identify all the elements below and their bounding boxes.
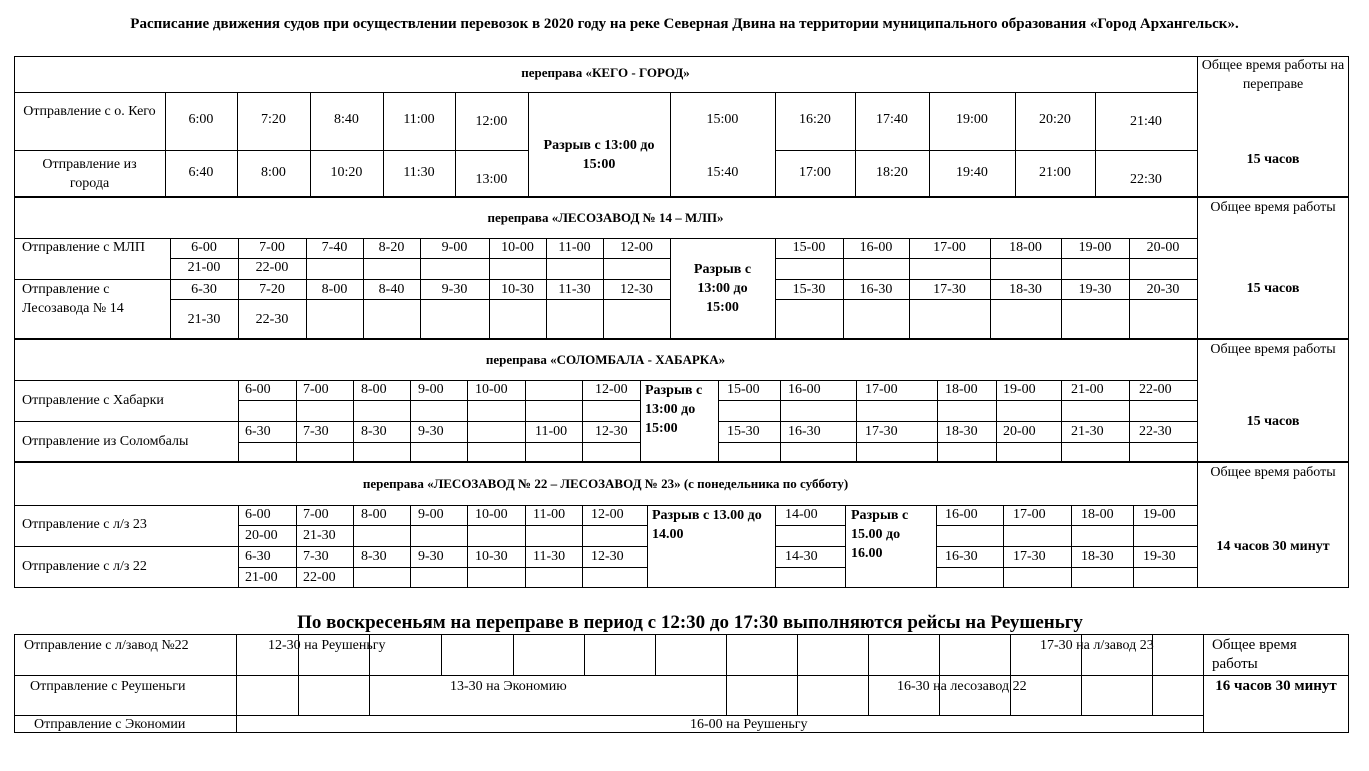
- time-cell: 15-30: [727, 424, 760, 439]
- grid-line: [353, 505, 354, 588]
- time-cell: 8:40: [334, 112, 359, 127]
- grid-line: [238, 442, 640, 443]
- grid-line: [353, 380, 354, 462]
- row-label: Отправление с л/з 22: [22, 559, 147, 574]
- time-cell: 21-30: [1071, 424, 1104, 439]
- time-cell: 8-00: [361, 507, 387, 522]
- grid-line: [467, 380, 468, 462]
- grid-line: [775, 525, 845, 526]
- grid-line: [939, 634, 940, 715]
- total-time-value: 15 часов: [1246, 152, 1300, 167]
- time-cell: 10-00: [501, 240, 534, 255]
- time-cell: 18-30: [1081, 549, 1114, 564]
- grid-line: [238, 400, 640, 401]
- time-cell: 22:30: [1130, 172, 1162, 187]
- grid-line: [1010, 634, 1011, 715]
- grid-line: [582, 380, 583, 462]
- break-label: Разрыв с 13:00 до 15:00: [693, 262, 752, 315]
- grid-line: [996, 380, 997, 462]
- grid-line: [410, 380, 411, 462]
- time-cell: 19-30: [1143, 549, 1176, 564]
- time-cell: 12-00: [620, 240, 653, 255]
- row-label: Отправление с л/з 23: [22, 517, 147, 532]
- grid-line: [525, 380, 526, 462]
- total-time-label: Общее время работы: [1212, 637, 1297, 672]
- time-cell: 9-30: [418, 549, 444, 564]
- time-cell: 6-00: [191, 240, 217, 255]
- grid-line: [726, 634, 727, 715]
- time-cell: 21-30: [303, 528, 336, 543]
- break-label: Разрыв с 13.00 до 14.00: [652, 508, 762, 542]
- time-cell: 17-30: [865, 424, 898, 439]
- total-time-value: 15 часов: [1246, 281, 1300, 296]
- row-label: Отправление из города: [42, 157, 137, 191]
- time-cell: 15-00: [792, 240, 826, 255]
- grid-line: [1133, 505, 1134, 588]
- time-cell: 7-00: [259, 240, 285, 255]
- time-cell: 19:00: [956, 112, 988, 127]
- total-time-label: Общее время работы: [1210, 465, 1336, 480]
- grid-line: [718, 380, 719, 462]
- time-cell: 21-00: [187, 260, 221, 275]
- time-cell: 9-30: [418, 424, 444, 439]
- trip-cell: 16-00 на Реушеньгу: [690, 717, 808, 732]
- time-cell: 20:20: [1039, 112, 1071, 127]
- trip-cell: 13-30 на Экономию: [450, 679, 567, 694]
- time-cell: 11-00: [558, 240, 591, 255]
- time-cell: 9-00: [418, 382, 444, 397]
- time-cell: 10-00: [475, 507, 508, 522]
- grid-line: [584, 634, 585, 675]
- time-cell: 11-30: [558, 282, 591, 297]
- grid-line: [775, 258, 1197, 259]
- time-cell: 7-00: [303, 507, 329, 522]
- time-cell: 11-30: [533, 549, 566, 564]
- crossing-title: переправа «ЛЕСОЗАВОД № 14 – МЛП»: [487, 210, 724, 225]
- time-cell: 21:40: [1130, 114, 1162, 129]
- time-cell: 12-30: [591, 549, 624, 564]
- grid-line: [582, 505, 583, 588]
- grid-line: [238, 380, 239, 462]
- grid-line: [655, 634, 656, 675]
- grid-line: [296, 505, 297, 588]
- time-cell: 6-30: [191, 282, 217, 297]
- time-cell: 16-00: [945, 507, 978, 522]
- time-cell: 14-00: [785, 507, 818, 522]
- time-cell: 8:00: [261, 165, 286, 180]
- time-cell: 20-00: [245, 528, 278, 543]
- time-cell: 12-30: [595, 424, 628, 439]
- time-cell: 21-30: [187, 312, 221, 327]
- time-cell: 7-00: [303, 382, 329, 397]
- time-cell: 12-00: [591, 507, 624, 522]
- grid-line: [845, 505, 846, 588]
- row-label: Отправление с о. Кего: [23, 104, 156, 119]
- time-cell: 16-30: [859, 282, 893, 297]
- total-time-value: 16 часов 30 минут: [1215, 678, 1337, 694]
- time-cell: 6-00: [245, 382, 271, 397]
- time-cell: 19-00: [1078, 240, 1112, 255]
- time-cell: 8-00: [361, 382, 387, 397]
- time-cell: 6-00: [245, 507, 271, 522]
- grid-line: [1071, 505, 1072, 588]
- time-cell: 6-30: [245, 424, 271, 439]
- grid-line: [513, 634, 514, 675]
- grid-line: [1003, 505, 1004, 588]
- time-cell: 10-30: [475, 549, 508, 564]
- grid-line: [856, 380, 857, 462]
- time-cell: 9-00: [418, 507, 444, 522]
- grid-line: [238, 567, 647, 568]
- time-cell: 15:40: [706, 165, 739, 180]
- trip-cell: 12-30 на Реушеньгу: [268, 638, 386, 653]
- time-cell: 15:00: [706, 112, 739, 127]
- row-label: Отправление с Лесозавода № 14: [22, 282, 124, 316]
- grid-line: [1129, 380, 1130, 462]
- grid-line: [1061, 380, 1062, 462]
- break-label: Разрыв с 13:00 до 15:00: [543, 138, 655, 172]
- time-cell: 17:00: [799, 165, 831, 180]
- time-cell: 18-00: [1009, 240, 1042, 255]
- time-cell: 11-00: [533, 507, 566, 522]
- time-cell: 6:00: [188, 112, 214, 127]
- time-cell: 8-40: [378, 282, 405, 297]
- time-cell: 17:40: [876, 112, 908, 127]
- grid-line: [236, 634, 237, 733]
- sunday-title: По воскресеньям на переправе в период с 12:30 до 17:30 выполняются рейсы на Реушеньгу: [297, 612, 1083, 633]
- time-cell: 14-30: [785, 549, 818, 564]
- time-cell: 16:20: [799, 112, 831, 127]
- time-cell: 17-00: [933, 240, 966, 255]
- time-cell: 21-00: [1071, 382, 1104, 397]
- time-cell: 10:20: [330, 165, 363, 180]
- time-cell: 16-30: [788, 424, 821, 439]
- time-cell: 7-20: [259, 282, 285, 297]
- time-cell: 22-00: [1139, 382, 1172, 397]
- grid-line: [14, 715, 1203, 716]
- time-cell: 19-00: [1003, 382, 1036, 397]
- document-title: Расписание движения судов при осуществлении перевозок в 2020 году на реке Северная Двина на территории муниципального образования «Город Архангельск».: [130, 16, 1239, 32]
- grid-line: [936, 567, 1197, 568]
- time-cell: 7-30: [303, 549, 329, 564]
- time-cell: 6:40: [188, 165, 214, 180]
- time-cell: 21:00: [1039, 165, 1071, 180]
- total-time-label: Общее время работы: [1210, 200, 1336, 215]
- grid-line: [525, 505, 526, 588]
- trip-cell: 17-30 на л/завод 23: [1040, 638, 1154, 653]
- grid-line: [441, 634, 442, 675]
- time-cell: 12:00: [475, 114, 508, 129]
- grid-line: [775, 505, 776, 588]
- time-cell: 18-00: [945, 382, 978, 397]
- crossing-title: переправа «ЛЕСОЗАВОД № 22 – ЛЕСОЗАВОД № 23» (с понедельника по субботу): [362, 476, 849, 491]
- grid-line: [718, 400, 1197, 401]
- grid-line: [670, 238, 671, 339]
- row-label: Отправление с Экономии: [34, 717, 186, 732]
- time-cell: 6-30: [245, 549, 271, 564]
- total-time-value: 14 часов 30 минут: [1216, 539, 1330, 554]
- break-label: Разрыв с 13:00 до 15:00: [645, 383, 703, 436]
- time-cell: 20-30: [1146, 282, 1180, 297]
- time-cell: 16-00: [788, 382, 821, 397]
- time-cell: 22-00: [255, 260, 289, 275]
- time-cell: 12-30: [620, 282, 653, 297]
- time-cell: 20-00: [1003, 424, 1036, 439]
- grid-line: [775, 150, 1197, 151]
- grid-line: [14, 92, 1197, 93]
- time-cell: 18:20: [876, 165, 908, 180]
- time-cell: 8-20: [378, 240, 405, 255]
- time-cell: 7-40: [321, 240, 348, 255]
- time-cell: 22-30: [1139, 424, 1172, 439]
- time-cell: 17-30: [1013, 549, 1046, 564]
- grid-line: [1197, 197, 1198, 339]
- time-cell: 13:00: [475, 172, 508, 187]
- grid-line: [797, 634, 798, 715]
- row-label: Отправление с Хабарки: [22, 393, 164, 408]
- time-cell: 8-30: [361, 424, 387, 439]
- grid-line: [775, 299, 1197, 300]
- grid-line: [467, 505, 468, 588]
- time-cell: 8-00: [321, 282, 348, 297]
- time-cell: 7-30: [303, 424, 329, 439]
- time-cell: 11:30: [403, 165, 435, 180]
- grid-line: [647, 505, 648, 588]
- time-cell: 10-00: [475, 382, 508, 397]
- trip-cell: 16-30 на лесозавод 22: [897, 679, 1027, 694]
- grid-line: [14, 150, 528, 151]
- time-cell: 18-30: [945, 424, 978, 439]
- time-cell: 22-30: [255, 312, 289, 327]
- grid-line: [936, 505, 937, 588]
- grid-line: [936, 525, 1197, 526]
- time-cell: 19:40: [956, 165, 988, 180]
- grid-line: [640, 380, 641, 462]
- grid-line: [410, 505, 411, 588]
- crossing-title: переправа «КЕГО - ГОРОД»: [521, 65, 690, 80]
- grid-line: [238, 525, 647, 526]
- time-cell: 17-30: [933, 282, 966, 297]
- grid-line: [14, 675, 1349, 676]
- time-cell: 16-30: [945, 549, 978, 564]
- grid-line: [937, 380, 938, 462]
- time-cell: 9-30: [441, 282, 468, 297]
- time-cell: 12-00: [595, 382, 628, 397]
- time-cell: 11-00: [535, 424, 568, 439]
- time-cell: 11:00: [403, 112, 435, 127]
- crossing-title: переправа «СОЛОМБАЛА - ХАБАРКА»: [485, 352, 726, 367]
- total-time-label: Общее время работы на переправе: [1201, 58, 1345, 92]
- grid-line: [775, 567, 845, 568]
- time-cell: 15-30: [792, 282, 826, 297]
- row-label: Отправление с л/завод №22: [24, 638, 189, 653]
- total-time-value: 15 часов: [1246, 414, 1300, 429]
- total-time-label: Общее время работы: [1210, 342, 1336, 357]
- time-cell: 17-00: [865, 382, 898, 397]
- grid-line: [780, 380, 781, 462]
- time-cell: 20-00: [1146, 240, 1180, 255]
- break-label: Разрыв с 15.00 до 16.00: [851, 508, 909, 561]
- grid-line: [718, 442, 1197, 443]
- time-cell: 22-00: [303, 570, 336, 585]
- time-cell: 18-30: [1009, 282, 1042, 297]
- time-cell: 19-00: [1143, 507, 1176, 522]
- row-label: Отправление с МЛП: [22, 240, 146, 255]
- time-cell: 10-30: [501, 282, 534, 297]
- time-cell: 18-00: [1081, 507, 1114, 522]
- grid-line: [868, 634, 869, 715]
- time-cell: 17-00: [1013, 507, 1046, 522]
- time-cell: 21-00: [245, 570, 278, 585]
- row-label: Отправление из Соломбалы: [22, 434, 189, 449]
- grid-line: [296, 380, 297, 462]
- time-cell: 15-00: [727, 382, 760, 397]
- time-cell: 8-30: [361, 549, 387, 564]
- grid-line: [238, 505, 239, 588]
- time-cell: 19-30: [1078, 282, 1112, 297]
- time-cell: 7:20: [261, 112, 286, 127]
- time-cell: 9-00: [441, 240, 468, 255]
- row-label: Отправление с Реушеньги: [30, 679, 186, 694]
- time-cell: 16-00: [859, 240, 893, 255]
